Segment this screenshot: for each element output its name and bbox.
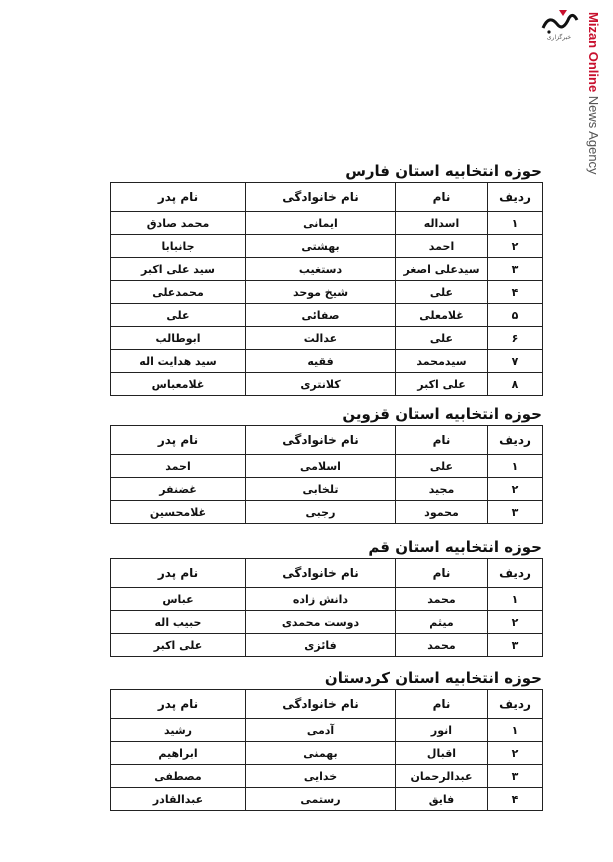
table-row xyxy=(111,478,543,501)
table-cell: علی اکبر xyxy=(396,373,488,396)
table-row xyxy=(111,258,543,281)
column-header: ردیف xyxy=(488,183,543,212)
table-cell: مصطفی xyxy=(111,765,246,788)
table-cell: ابوطالب xyxy=(111,327,246,350)
table-cell: احمد xyxy=(111,455,246,478)
logo-subtitle: خبرگزاری xyxy=(546,34,572,41)
column-header: نام xyxy=(396,426,488,455)
candidates-table xyxy=(110,689,543,811)
table-cell: ابراهیم xyxy=(111,742,246,765)
mizan-logo-icon xyxy=(539,6,579,36)
column-header: نام پدر xyxy=(111,426,246,455)
table-row xyxy=(111,235,543,258)
table-row xyxy=(111,719,543,742)
section-title: حوزه انتخابیه استان کردستان xyxy=(324,669,542,687)
section-fars xyxy=(110,160,542,396)
column-header: نام پدر xyxy=(111,183,246,212)
table-row xyxy=(111,281,543,304)
table-header-row xyxy=(111,559,543,588)
table-cell: عبدالقادر xyxy=(111,788,246,811)
table-cell: محمد xyxy=(396,588,488,611)
table-cell: دوست محمدی xyxy=(246,611,396,634)
table-cell: رستمی xyxy=(246,788,396,811)
table-cell: ۱ xyxy=(488,455,543,478)
table-cell: شیخ موحد xyxy=(246,281,396,304)
table-cell: ۵ xyxy=(488,304,543,327)
table-cell: ۴ xyxy=(488,281,543,304)
table-cell: ۳ xyxy=(488,501,543,524)
table-row xyxy=(111,327,543,350)
table-cell: علی xyxy=(396,455,488,478)
table-cell: اسلامی xyxy=(246,455,396,478)
table-cell: فایق xyxy=(396,788,488,811)
table-cell: محمد xyxy=(396,634,488,657)
table-cell: دانش زاده xyxy=(246,588,396,611)
column-header: ردیف xyxy=(488,690,543,719)
table-row xyxy=(111,742,543,765)
vertical-brand-text xyxy=(585,12,605,182)
column-header: نام خانوادگی xyxy=(246,559,396,588)
table-cell: ۳ xyxy=(488,634,543,657)
table-cell: سیدعلی اصغر xyxy=(396,258,488,281)
table-header-row xyxy=(111,690,543,719)
table-cell: ۸ xyxy=(488,373,543,396)
section-qom xyxy=(110,536,542,657)
table-cell: بهشتی xyxy=(246,235,396,258)
table-cell: خدایی xyxy=(246,765,396,788)
section-title: حوزه انتخابیه استان قم xyxy=(368,538,542,556)
brand-name-red: Mizan Online xyxy=(586,12,601,93)
table-cell: حبیب اله xyxy=(111,611,246,634)
table-cell: ۱ xyxy=(488,212,543,235)
table-cell: ۲ xyxy=(488,611,543,634)
column-header: نام xyxy=(396,559,488,588)
table-cell: عدالت xyxy=(246,327,396,350)
candidates-table xyxy=(110,182,543,396)
table-cell: عبدالرحمان xyxy=(396,765,488,788)
section-title: حوزه انتخابیه استان قزوین xyxy=(342,405,542,423)
section-qazvin xyxy=(110,403,542,524)
table-cell: مجید xyxy=(396,478,488,501)
table-cell: ۴ xyxy=(488,788,543,811)
table-cell: غلامعباس xyxy=(111,373,246,396)
brand-logo xyxy=(537,4,607,174)
table-cell: غلامعلی xyxy=(396,304,488,327)
table-cell: فائزی xyxy=(246,634,396,657)
table-cell: ۲ xyxy=(488,742,543,765)
section-title: حوزه انتخابیه استان فارس xyxy=(345,162,542,180)
table-cell: ۳ xyxy=(488,258,543,281)
table-cell: انور xyxy=(396,719,488,742)
column-header: نام پدر xyxy=(111,559,246,588)
table-cell: اقبال xyxy=(396,742,488,765)
table-cell: ۷ xyxy=(488,350,543,373)
candidates-table xyxy=(110,558,543,657)
table-cell: دستغیب xyxy=(246,258,396,281)
table-cell: سید علی اکبر xyxy=(111,258,246,281)
table-cell: محمدعلی xyxy=(111,281,246,304)
table-cell: ۱ xyxy=(488,719,543,742)
table-cell: ۲ xyxy=(488,478,543,501)
table-cell: غلامحسین xyxy=(111,501,246,524)
table-cell: ۳ xyxy=(488,765,543,788)
candidates-table xyxy=(110,425,543,524)
column-header: نام خانوادگی xyxy=(246,426,396,455)
table-row xyxy=(111,634,543,657)
brand-name-gray: News Agency xyxy=(586,92,601,175)
table-row xyxy=(111,588,543,611)
table-cell: فقیه xyxy=(246,350,396,373)
table-cell: محمد صادق xyxy=(111,212,246,235)
table-row xyxy=(111,455,543,478)
table-cell: جانبابا xyxy=(111,235,246,258)
table-cell: علی اکبر xyxy=(111,634,246,657)
table-row xyxy=(111,373,543,396)
table-cell: میثم xyxy=(396,611,488,634)
table-row xyxy=(111,788,543,811)
table-cell: بهمنی xyxy=(246,742,396,765)
table-cell: ۱ xyxy=(488,588,543,611)
column-header: نام پدر xyxy=(111,690,246,719)
table-cell: تلخابی xyxy=(246,478,396,501)
table-row xyxy=(111,765,543,788)
table-cell: سید هدایت اله xyxy=(111,350,246,373)
table-cell: سیدمحمد xyxy=(396,350,488,373)
column-header: نام خانوادگی xyxy=(246,690,396,719)
column-header: نام خانوادگی xyxy=(246,183,396,212)
table-row xyxy=(111,304,543,327)
table-cell: علی xyxy=(396,327,488,350)
table-cell: احمد xyxy=(396,235,488,258)
table-row xyxy=(111,611,543,634)
column-header: نام xyxy=(396,183,488,212)
table-cell: محمود xyxy=(396,501,488,524)
table-cell: کلانتری xyxy=(246,373,396,396)
table-cell: غضنفر xyxy=(111,478,246,501)
table-cell: رجبی xyxy=(246,501,396,524)
table-header-row xyxy=(111,183,543,212)
section-kurdistan xyxy=(110,667,542,811)
table-cell: ایمانی xyxy=(246,212,396,235)
table-cell: آدمی xyxy=(246,719,396,742)
table-row xyxy=(111,501,543,524)
table-cell: ۲ xyxy=(488,235,543,258)
table-cell: رشید xyxy=(111,719,246,742)
table-cell: ۶ xyxy=(488,327,543,350)
column-header: ردیف xyxy=(488,559,543,588)
table-cell: علی xyxy=(396,281,488,304)
table-row xyxy=(111,212,543,235)
table-cell: اسداله xyxy=(396,212,488,235)
table-row xyxy=(111,350,543,373)
column-header: نام xyxy=(396,690,488,719)
column-header: ردیف xyxy=(488,426,543,455)
table-cell: عباس xyxy=(111,588,246,611)
table-header-row xyxy=(111,426,543,455)
table-cell: علی xyxy=(111,304,246,327)
table-cell: صفائی xyxy=(246,304,396,327)
